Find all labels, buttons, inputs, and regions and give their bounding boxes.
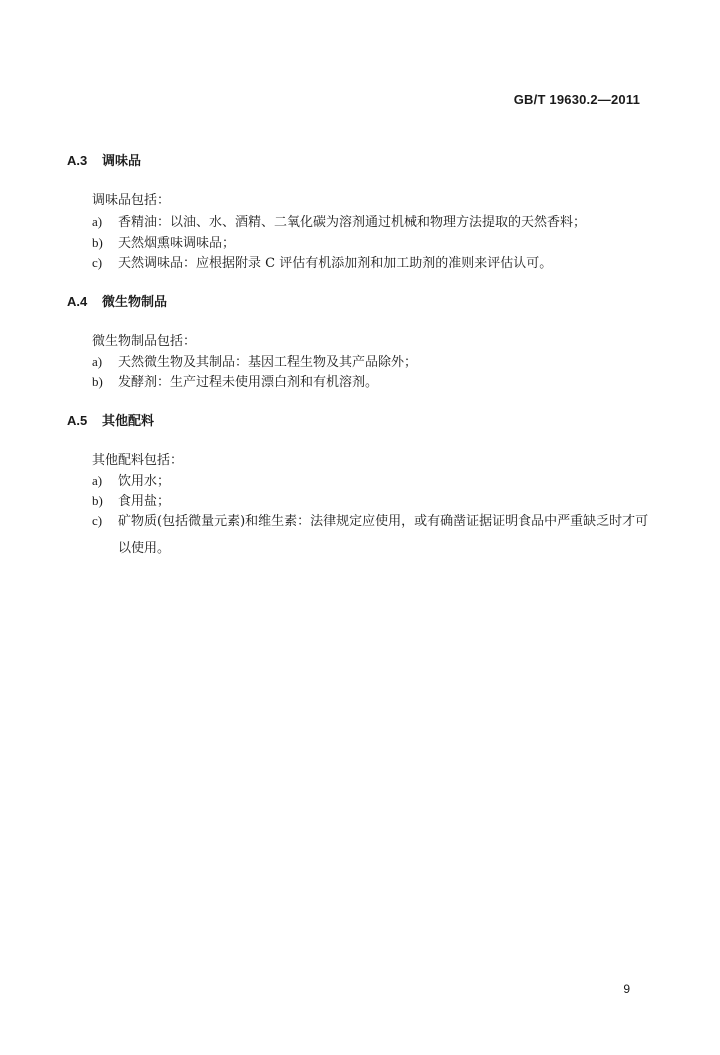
list-marker: b) [92,493,103,508]
list-item [92,252,552,271]
list-marker: a) [92,354,103,369]
standard-code: GB/T 19630.2—2011 [513,92,640,107]
section-title: 其他配料 [102,414,155,429]
list-item [92,371,378,390]
section-intro: 调味品包括： [92,193,171,208]
list-item-text: 天然调味品：应根据附录 C 评估有机添加剂和加工助剂的准则来评估认可。 [118,256,553,271]
list-marker: c) [92,513,103,528]
page-number: 9 [623,982,630,996]
list-item [92,470,170,489]
section-title: 微生物制品 [102,295,168,310]
list-item [92,510,648,556]
section-heading-a5 [67,410,154,429]
list-marker: b) [92,374,103,389]
list-marker: c) [92,255,103,270]
list-item [92,351,417,370]
list-item [92,490,170,509]
section-intro: 其他配料包括： [92,453,184,468]
list-item [92,211,586,230]
list-item-text: 饮用水； [118,474,171,489]
list-item-continuation: 以使用。 [118,541,171,556]
list-marker: b) [92,235,103,250]
section-heading-a3 [67,150,141,169]
list-marker: a) [92,214,103,229]
list-item-text: 食用盐； [118,494,171,509]
list-item-text: 矿物质(包括微量元素)和维生素：法律规定应使用，或有确凿证据证明食品中严重缺乏时才可 [118,514,649,529]
section-heading-a4 [67,291,167,310]
list-item-text: 天然微生物及其制品：基因工程生物及其产品除外； [118,355,418,370]
list-item-text: 香精油：以油、水、酒精、二氧化碳为溶剂通过机械和物理方法提取的天然香料； [118,215,587,230]
list-item-text: 天然烟熏味调味品； [118,236,236,251]
list-marker: a) [92,473,103,488]
section-number: A.3 [67,153,88,168]
section-number: A.4 [67,294,88,309]
section-intro: 微生物制品包括： [92,334,197,349]
list-item [92,232,235,251]
section-number: A.5 [67,413,88,428]
section-title: 调味品 [102,154,142,169]
list-item-text: 发酵剂：生产过程未使用漂白剂和有机溶剂。 [118,375,379,390]
